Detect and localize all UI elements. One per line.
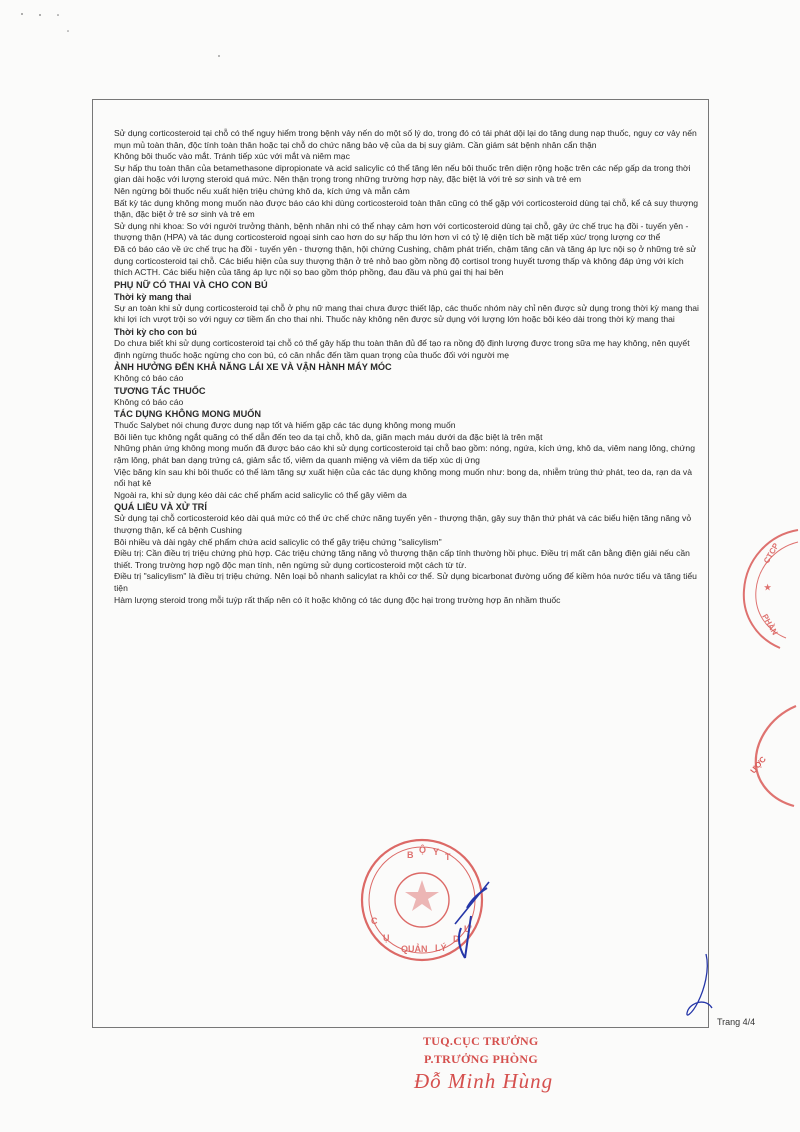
body-paragraph: Sự an toàn khi sử dụng corticosteroid tại chỗ ở phụ nữ mang thai chưa được thiết lập, các thuốc nhóm này chỉ nên được sử dụng trong thời kỳ mang thai khi lợi ích vượt trội so với nguy cơ tiềm ẩn cho thai nhi. Thuốc này không nên được sử dụng với lượng lớn hoặc bôi kéo dài trong thời kỳ mang thai (114, 302, 699, 325)
section-heading: PHỤ NỮ CÓ THAI VÀ CHO CON BÚ (114, 279, 268, 290)
body-paragraph: Việc băng kín sau khi bôi thuốc có thể làm tăng sự xuất hiện của các tác dụng không mong muốn như: bong da, nhiễm trùng thứ phát, teo da, rạn da và nổi hạt kê (114, 466, 692, 489)
subsection-heading: Thời kỳ cho con bú (114, 326, 197, 337)
body-paragraph: Bôi liên tục không ngắt quãng có thể dẫn đến teo da tại chỗ, khô da, giãn mạch máu dưới da đặc biệt là trên mặt (114, 431, 543, 442)
svg-text:LÝ: LÝ (435, 943, 447, 953)
section-heading: TÁC DỤNG KHÔNG MONG MUỐN (114, 409, 261, 420)
svg-text:C: C (371, 916, 378, 926)
body-paragraph: Bôi nhiều và dài ngày chế phẩm chứa acid salicylic có thể gây triệu chứng "salicylism" (114, 536, 442, 547)
partial-stamp-2 (738, 700, 798, 810)
body-paragraph: Không có báo cáo (114, 373, 184, 384)
signature-scribble (680, 950, 720, 1030)
body-paragraph: Do chưa biết khi sử dụng corticosteroid tại chỗ có thể gây hấp thu toàn thân đủ để tạo ra nồng độ định lượng được trong sữa mẹ hay không, nên quyết định ngừng thuốc hoặc ngừng cho con bú, có cân nhắc đến tầm quan trọng của thuốc đối với người mẹ (114, 337, 690, 360)
svg-text:B: B (407, 850, 414, 860)
body-paragraph: Sử dụng tại chỗ corticosteroid kéo dài quá mức có thể ức chế chức năng tuyến yên - thượng thận, gây suy thận thứ phát và các biểu hiện tăng năng vỏ thượng thận, kể cả bệnh Cushing (114, 513, 692, 536)
subsection-heading: Thời kỳ mang thai (114, 291, 192, 302)
svg-text:Ư: Ư (464, 924, 472, 934)
official-seal (347, 838, 497, 988)
svg-text:Ộ: Ộ (419, 845, 427, 855)
svg-text:PHẦN: PHẦN (760, 612, 780, 637)
section-heading: ẢNH HƯỞNG ĐẾN KHẢ NĂNG LÁI XE VÀ VẬN HÀNH MÁY MÓC (114, 362, 392, 373)
svg-text:QUẢN: QUẢN (401, 944, 428, 954)
page-number: Trang 4/4 (717, 1017, 756, 1027)
svg-text:Ụ: Ụ (383, 933, 390, 943)
body-paragraph: Nên ngừng bôi thuốc nếu xuất hiện triệu chứng khô da, kích ứng và mẫn cảm (114, 185, 410, 196)
signature-block (408, 1034, 608, 1094)
body-paragraph: Không có báo cáo (114, 396, 184, 407)
body-paragraph: Điều trị: Cần điều trị triệu chứng phù hợp. Các triệu chứng tăng năng vỏ thượng thận cấp tính thường hồi phục. Điều trị mất cân bằng điện giải nếu cần thiết. Trong trường hợp ngộ độc mạn tính, nên ngừng sử dụng corticosteroid một cách từ từ. (114, 548, 690, 570)
partial-company-stamp (728, 520, 800, 650)
signature-name: Đỗ Minh Hùng (414, 1069, 554, 1093)
body-paragraph: Không bôi thuốc vào mắt. Tránh tiếp xúc với mắt và niêm mạc (114, 151, 350, 162)
body-paragraph: Sử dụng nhi khoa: So với người trưởng thành, bệnh nhân nhi có thể nhạy cảm hơn với corticosteroid dùng tại chỗ, gây ức chế trục hạ đồi - tuyến yên - thượng thận (HPA) và tác dụng corticosteroid ngoại sinh cao hơn do sự hấp thu lớn hơn vì có tỷ lệ diện tích bề mặt tiếp xúc/ trọng lượng cơ thể (114, 220, 689, 243)
body-paragraph: Sử dụng corticosteroid tại chỗ có thể nguy hiểm trong bệnh vảy nến do một số lý do, trong đó có tái phát dội lại do tăng dung nạp thuốc, nguy cơ vảy nến mụn mủ toàn thân, độc tính toàn thân hoặc tại chỗ do chức năng bảo vệ của da bị suy giảm. Cần giám sát bệnh nhân cẩn thận (114, 128, 697, 150)
body-paragraph: Đã có báo cáo về ức chế trục hạ đồi - tuyến yên - thượng thận, hội chứng Cushing, chậm phát triển, chậm tăng cân và tăng áp lực nội sọ ở những trẻ sử dụng corticosteroid tại chỗ. Các biểu hiện của suy thượng thận ở trẻ nhỏ bao gồm nồng độ cortisol trong huyết tương thấp và không đáp ứng với kích thích ACTH. Các biểu hiện của tăng áp lực nội sọ bao gồm thóp phồng, đau đầu và phù gai thị hai bên (114, 243, 697, 278)
svg-text:D: D (453, 934, 460, 944)
signature-title-1: TUQ.CỤC TRƯỞNG (423, 1034, 539, 1048)
body-paragraph: Bất kỳ tác dụng không mong muốn nào được báo cáo khi dùng corticosteroid toàn thân cũng có thể gặp với corticosteroid dùng tại chỗ, kể cả suy thượng thận, đặc biệt ở trẻ sơ sinh và trẻ em (114, 197, 699, 220)
svg-text:T: T (445, 852, 451, 862)
svg-text:ƯỢC: ƯỢC (748, 754, 768, 776)
signature-title-2: P.TRƯỞNG PHÒNG (424, 1052, 538, 1066)
body-paragraph: Điều trị "salicylism" là điều trị triệu chứng. Nên loại bỏ nhanh salicylat ra khỏi cơ thể. Sử dụng bicarbonat đường uống để kiềm hóa nước tiểu và tăng tiểu tiện (114, 571, 697, 593)
svg-text:CTCP: CTCP (761, 541, 781, 565)
section-heading: QUÁ LIỀU VÀ XỬ TRÍ (114, 502, 207, 513)
svg-text:★: ★ (764, 583, 772, 592)
svg-text:Y: Y (433, 847, 440, 857)
document-body (114, 128, 700, 606)
body-paragraph: Những phản ứng không mong muốn đã được báo cáo khi sử dụng corticosteroid tại chỗ bao gồm: nóng, ngứa, kích ứng, khô da, viêm nang lông, chứng rậm lông, phát ban dạng trứng cá, giảm sắc tố, viêm da quanh miệng và viêm da tiếp xúc dị ứng (114, 443, 695, 466)
body-paragraph: Hàm lượng steroid trong mỗi tuýp rất thấp nên có ít hoặc không có tác dụng độc hại trong trường hợp ăn nhầm thuốc (114, 594, 561, 605)
scan-artifact-dots (0, 0, 800, 80)
body-paragraph: Thuốc Salybet nói chung được dung nạp tốt và hiếm gặp các tác dụng không mong muốn (114, 420, 456, 431)
body-paragraph: Sự hấp thu toàn thân của betamethasone dipropionate và acid salicylic có thể tăng lên nếu bôi thuốc trên diện rộng hoặc trên các nếp gấp da trong thời gian dài hoặc với lượng steroid quá mức. Nên thận trọng trong những trường hợp này, đặc biệt là với trẻ sơ sinh và trẻ em (114, 162, 691, 185)
body-paragraph: Ngoài ra, khi sử dụng kéo dài các chế phẩm acid salicylic có thể gây viêm da (114, 489, 407, 500)
section-heading: TƯƠNG TÁC THUỐC (114, 385, 206, 396)
